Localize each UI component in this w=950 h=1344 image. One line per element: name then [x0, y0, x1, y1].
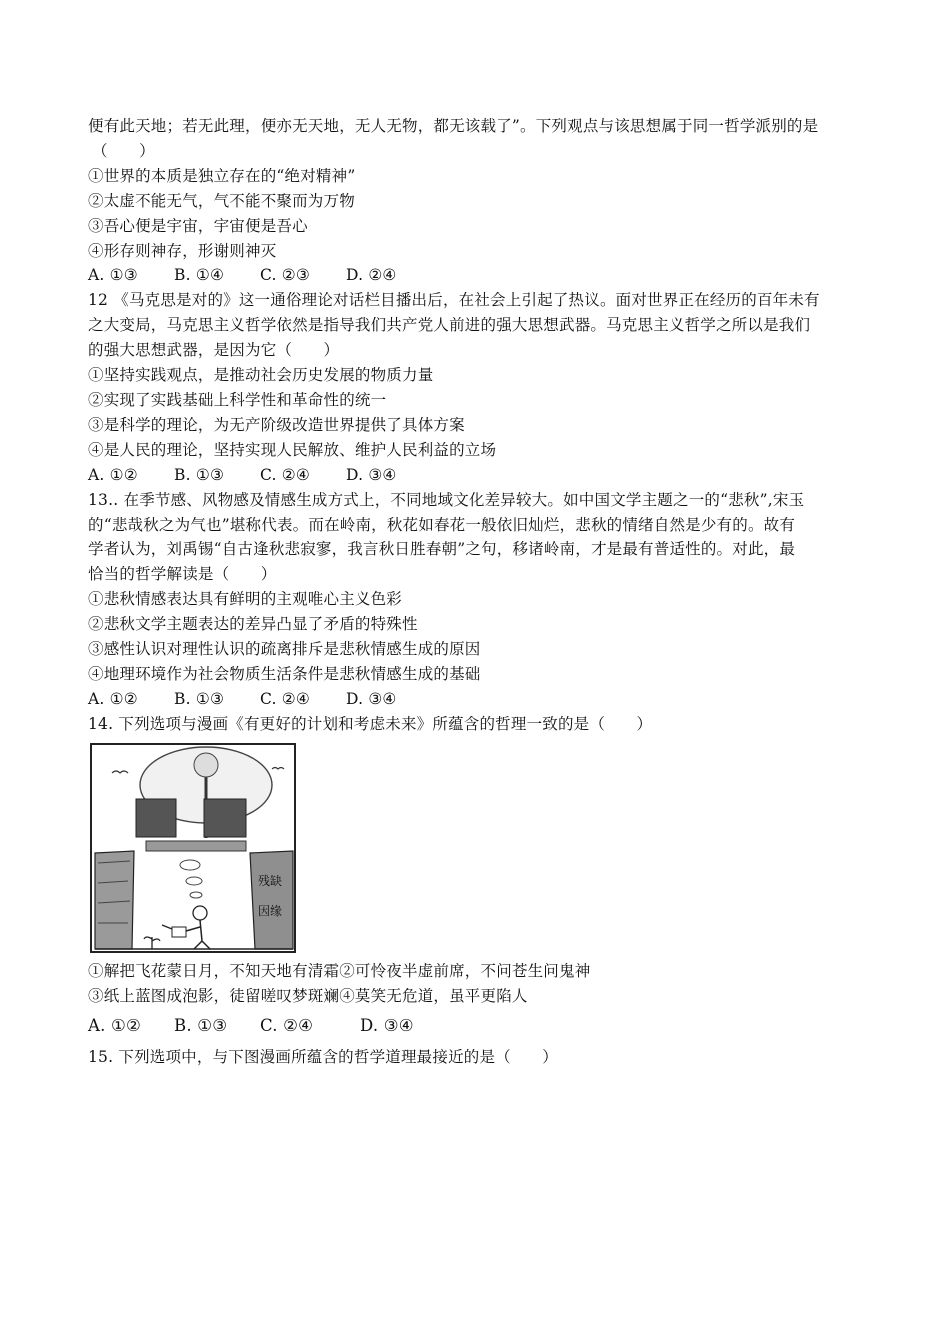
q12-option-4: ④是人民的理论，坚持实现人民解放、维护人民利益的立场: [88, 440, 497, 459]
q11-choice-a: A. ①③: [88, 266, 138, 285]
q13-stem-4: 恰当的哲学解读是（ ）: [88, 565, 277, 584]
q12-stem-1: 12 《马克思是对的》这一通俗理论对话栏目播出后，在社会上引起了热议。面对世界正在经历的百年未有: [88, 291, 820, 310]
q15-stem: 15. 下列选项中，与下图漫画所蕴含的哲学道理最接近的是（ ）: [88, 1048, 558, 1067]
q13-choice-b: B. ①③: [174, 689, 225, 708]
q12-stem-3: 的强大思想武器，是因为它（ ）: [88, 341, 340, 360]
q13-choice-c: C. ②④: [260, 689, 310, 708]
q12-stem-2: 之大变局，马克思主义哲学依然是指导我们共产党人前进的强大思想武器。马克思主义哲学之所以是我们: [88, 316, 811, 335]
q11-choice-b: B. ①④: [174, 266, 225, 285]
q14-choice-a: A. ①②: [88, 1016, 141, 1036]
q11-option-1: ①世界的本质是独立存在的“绝对精神”: [88, 166, 356, 185]
q11-choices: [88, 263, 868, 288]
q12-choice-d: D. ③④: [346, 465, 397, 484]
q13-stem-1: 13.. 在季节感、风物感及情感生成方式上，不同地域文化差异较大。如中国文学主题之一的“悲秋”,宋玉: [88, 490, 805, 509]
q13-stem-2: 的“悲哉秋之为气也”堪称代表。而在岭南，秋花如春花一般依旧灿烂，悲秋的情绪自然是少有的。故有: [88, 515, 796, 534]
q13-choices: [88, 687, 868, 712]
q14-options-line-2: ③纸上蓝图成泡影，徒留嗟叹梦斑斓④莫笑无危道，虽平更陷人: [88, 986, 528, 1005]
q14-choices: [88, 1014, 868, 1039]
q12-option-1: ①坚持实践观点，是推动社会历史发展的物质力量: [88, 366, 434, 385]
q12-option-3: ③是科学的理论，为无产阶级改造世界提供了具体方案: [88, 415, 465, 434]
exam-page: [88, 114, 868, 1070]
q11-option-3: ③吾心便是宇宙，宇宙便是吾心: [88, 216, 308, 235]
q13-choice-a: A. ①②: [88, 689, 138, 708]
q12-option-2: ②实现了实践基础上科学性和革命性的统一: [88, 390, 387, 409]
q13-stem-3: 学者认为，刘禹锡“自古逢秋悲寂寥，我言秋日胜春朝”之句，移诸岭南，才是最有普适性的。对此，最: [88, 540, 796, 559]
q12-choice-c: C. ②④: [260, 465, 310, 484]
q13-choice-d: D. ③④: [346, 689, 397, 708]
q13-option-1: ①悲秋情感表达具有鲜明的主观唯心主义色彩: [88, 590, 403, 609]
q14-comic-label: 残缺因缘: [258, 873, 283, 918]
q13-option-4: ④地理环境作为社会物质生活条件是悲秋情感生成的基础: [88, 664, 481, 683]
q11-choice-d: D. ②④: [346, 266, 397, 285]
q14-choice-d: D. ③④: [360, 1016, 414, 1036]
q11-choice-c: C. ②③: [260, 266, 310, 285]
q11-option-4: ④形存则神存，形谢则神灭: [88, 241, 277, 260]
q14-stem: 14. 下列选项与漫画《有更好的计划和考虑未来》所蕴含的哲理一致的是（ ）: [88, 714, 653, 733]
q12-choice-a: A. ①②: [88, 465, 138, 484]
q12-choices: [88, 463, 868, 488]
q14-options-line-1: ①解把飞花蒙日月，不知天地有清霜②可怜夜半虚前席，不问苍生问鬼神: [88, 961, 591, 980]
q14-comic-svg: [90, 743, 298, 953]
intro-line-2: （ ）: [92, 141, 155, 160]
q14-comic-image: [90, 743, 298, 953]
q11-option-2: ②太虚不能无气，气不能不聚而为万物: [88, 191, 355, 210]
q13-option-3: ③感性认识对理性认识的疏离排斥是悲秋情感生成的原因: [88, 640, 481, 659]
q14-choice-b: B. ①③: [174, 1016, 228, 1036]
intro-line-1: 便有此天地；若无此理，便亦无天地，无人无物，都无该载了”。下列观点与该思想属于同一哲学派别的是: [88, 117, 819, 135]
q13-option-2: ②悲秋文学主题表达的差异凸显了矛盾的特殊性: [88, 615, 418, 634]
q12-choice-b: B. ①③: [174, 465, 225, 484]
q14-choice-c: C. ②④: [260, 1016, 314, 1036]
